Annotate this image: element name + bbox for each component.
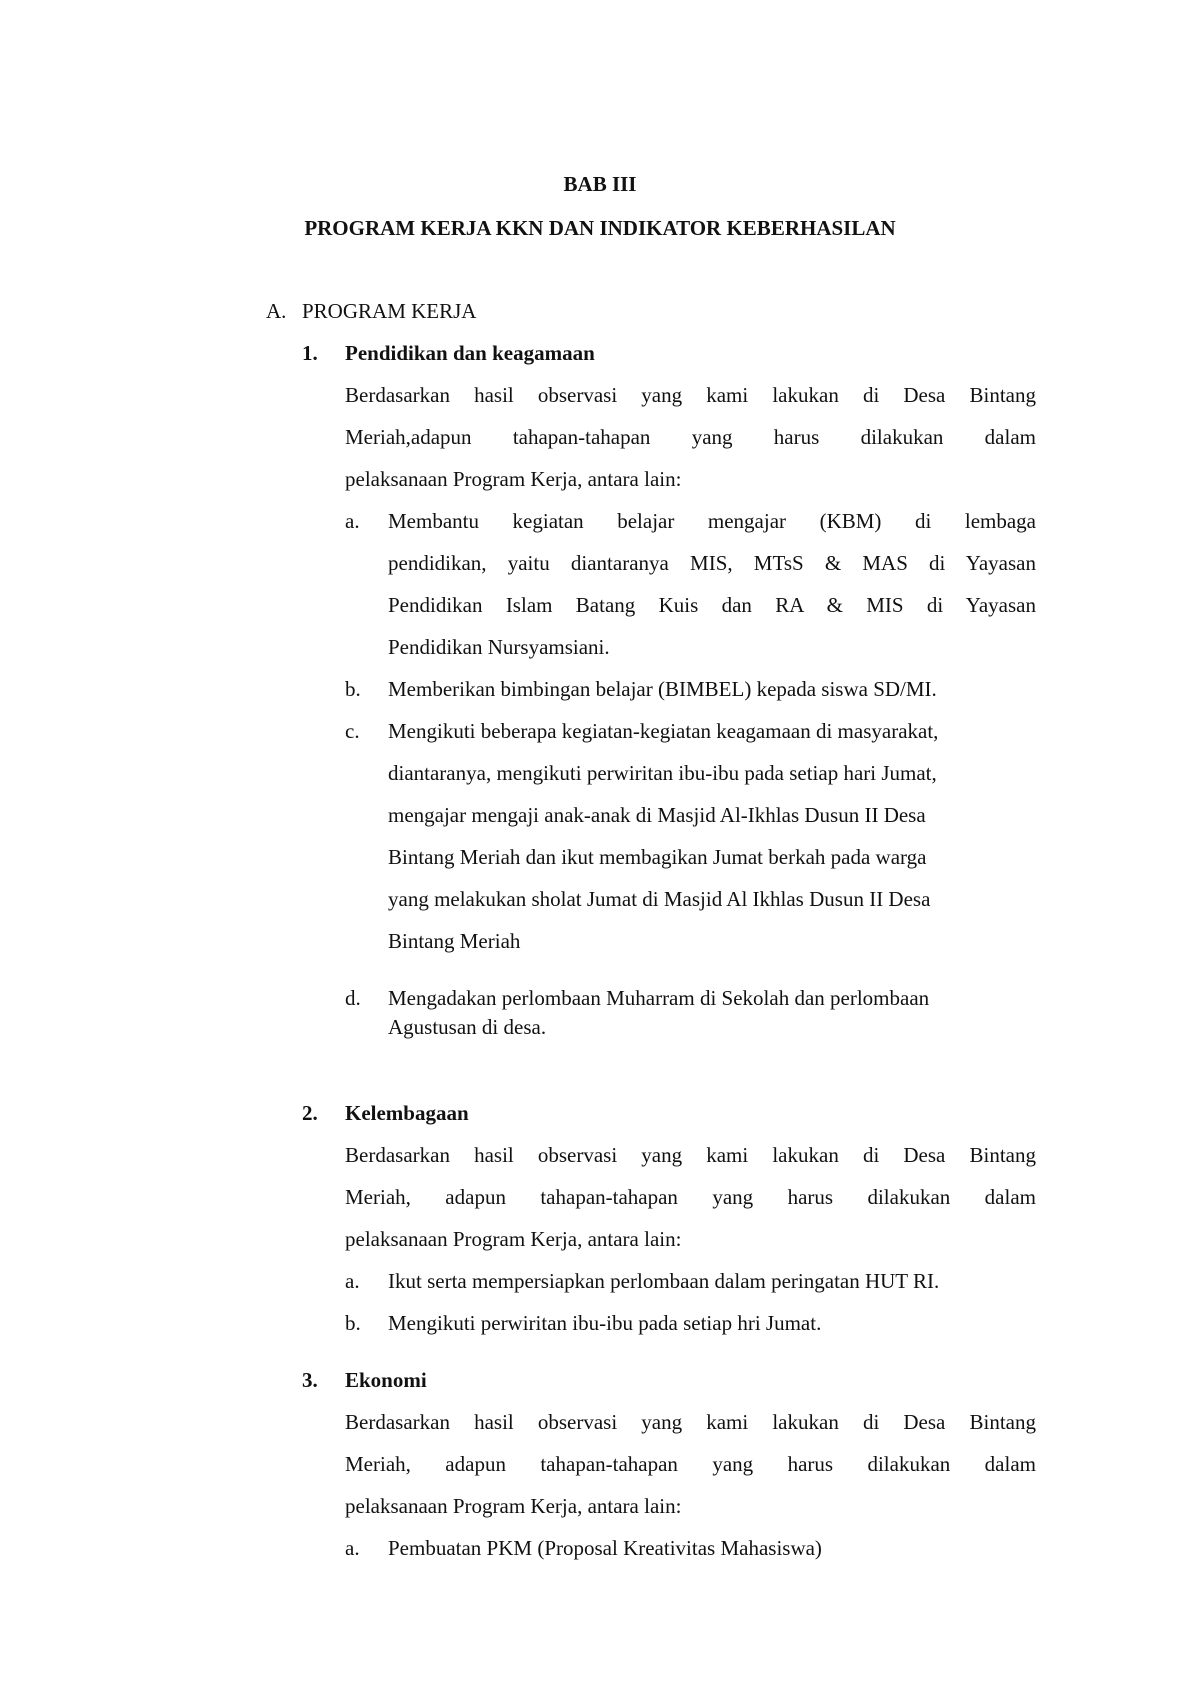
- subitem-line: Mengikuti perwiritan ibu-ibu pada setiap hri Jumat.: [388, 1311, 822, 1335]
- subitem-marker: b.: [345, 677, 361, 701]
- subitem-line: Pendidikan Islam Batang Kuis dan RA & MIS di Yayasan: [388, 593, 1036, 617]
- subitem-line: Memberikan bimbingan belajar (BIMBEL) kepada siswa SD/MI.: [388, 677, 937, 701]
- chapter-title: PROGRAM KERJA KKN DAN INDIKATOR KEBERHASILAN: [304, 216, 896, 240]
- item-intro-line: pelaksanaan Program Kerja, antara lain:: [345, 1494, 682, 1518]
- item-intro-line: Berdasarkan hasil observasi yang kami lakukan di Desa Bintang: [345, 1410, 1036, 1434]
- subitem-line: Pembuatan PKM (Proposal Kreativitas Mahasiswa): [388, 1536, 822, 1560]
- item-intro-line: Berdasarkan hasil observasi yang kami lakukan di Desa Bintang: [345, 1143, 1036, 1167]
- subitem-line: Agustusan di desa.: [388, 1015, 547, 1039]
- item-title: Ekonomi: [345, 1368, 427, 1392]
- subitem-marker: c.: [345, 719, 360, 743]
- subitem-line: Membantu kegiatan belajar mengajar (KBM) di lembaga: [388, 509, 1036, 533]
- item-intro-line: Meriah, adapun tahapan-tahapan yang harus dilakukan dalam: [345, 1185, 1036, 1209]
- item-intro-line: pelaksanaan Program Kerja, antara lain:: [345, 1227, 682, 1251]
- item-intro-line: Meriah, adapun tahapan-tahapan yang harus dilakukan dalam: [345, 1452, 1036, 1476]
- item-number: 3.: [302, 1368, 318, 1392]
- subitem-marker: a.: [345, 1269, 360, 1293]
- subitem-marker: b.: [345, 1311, 361, 1335]
- subitem-marker: d.: [345, 986, 361, 1010]
- subitem-line: pendidikan, yaitu diantaranya MIS, MTsS & MAS di Yayasan: [388, 551, 1036, 575]
- subitem-marker: a.: [345, 1536, 360, 1560]
- subitem-line: mengajar mengaji anak-anak di Masjid Al-Ikhlas Dusun II Desa: [388, 803, 926, 827]
- item-intro-line: pelaksanaan Program Kerja, antara lain:: [345, 467, 682, 491]
- item-intro-line: Berdasarkan hasil observasi yang kami lakukan di Desa Bintang: [345, 383, 1036, 407]
- subitem-line: diantaranya, mengikuti perwiritan ibu-ibu pada setiap hari Jumat,: [388, 761, 937, 785]
- item-title: Pendidikan dan keagamaan: [345, 341, 595, 365]
- subitem-line: Mengadakan perlombaan Muharram di Sekolah dan perlombaan: [388, 986, 930, 1010]
- subitem-line: yang melakukan sholat Jumat di Masjid Al Ikhlas Dusun II Desa: [388, 887, 931, 911]
- section-marker: A.: [266, 299, 287, 323]
- subitem-line: Pendidikan Nursyamsiani.: [388, 635, 610, 659]
- subitem-line: Mengikuti beberapa kegiatan-kegiatan keagamaan di masyarakat,: [388, 719, 939, 743]
- item-number: 2.: [302, 1101, 318, 1125]
- item-number: 1.: [302, 341, 318, 365]
- chapter-heading: BAB III: [563, 172, 637, 196]
- item-title: Kelembagaan: [345, 1101, 469, 1125]
- item-intro-line: Meriah,adapun tahapan-tahapan yang harus dilakukan dalam: [345, 425, 1036, 449]
- subitem-line: Bintang Meriah: [388, 929, 521, 953]
- subitem-line: Ikut serta mempersiapkan perlombaan dalam peringatan HUT RI.: [388, 1269, 940, 1293]
- subitem-line: Bintang Meriah dan ikut membagikan Jumat berkah pada warga: [388, 845, 927, 869]
- subitem-marker: a.: [345, 509, 360, 533]
- section-title: PROGRAM KERJA: [302, 299, 477, 323]
